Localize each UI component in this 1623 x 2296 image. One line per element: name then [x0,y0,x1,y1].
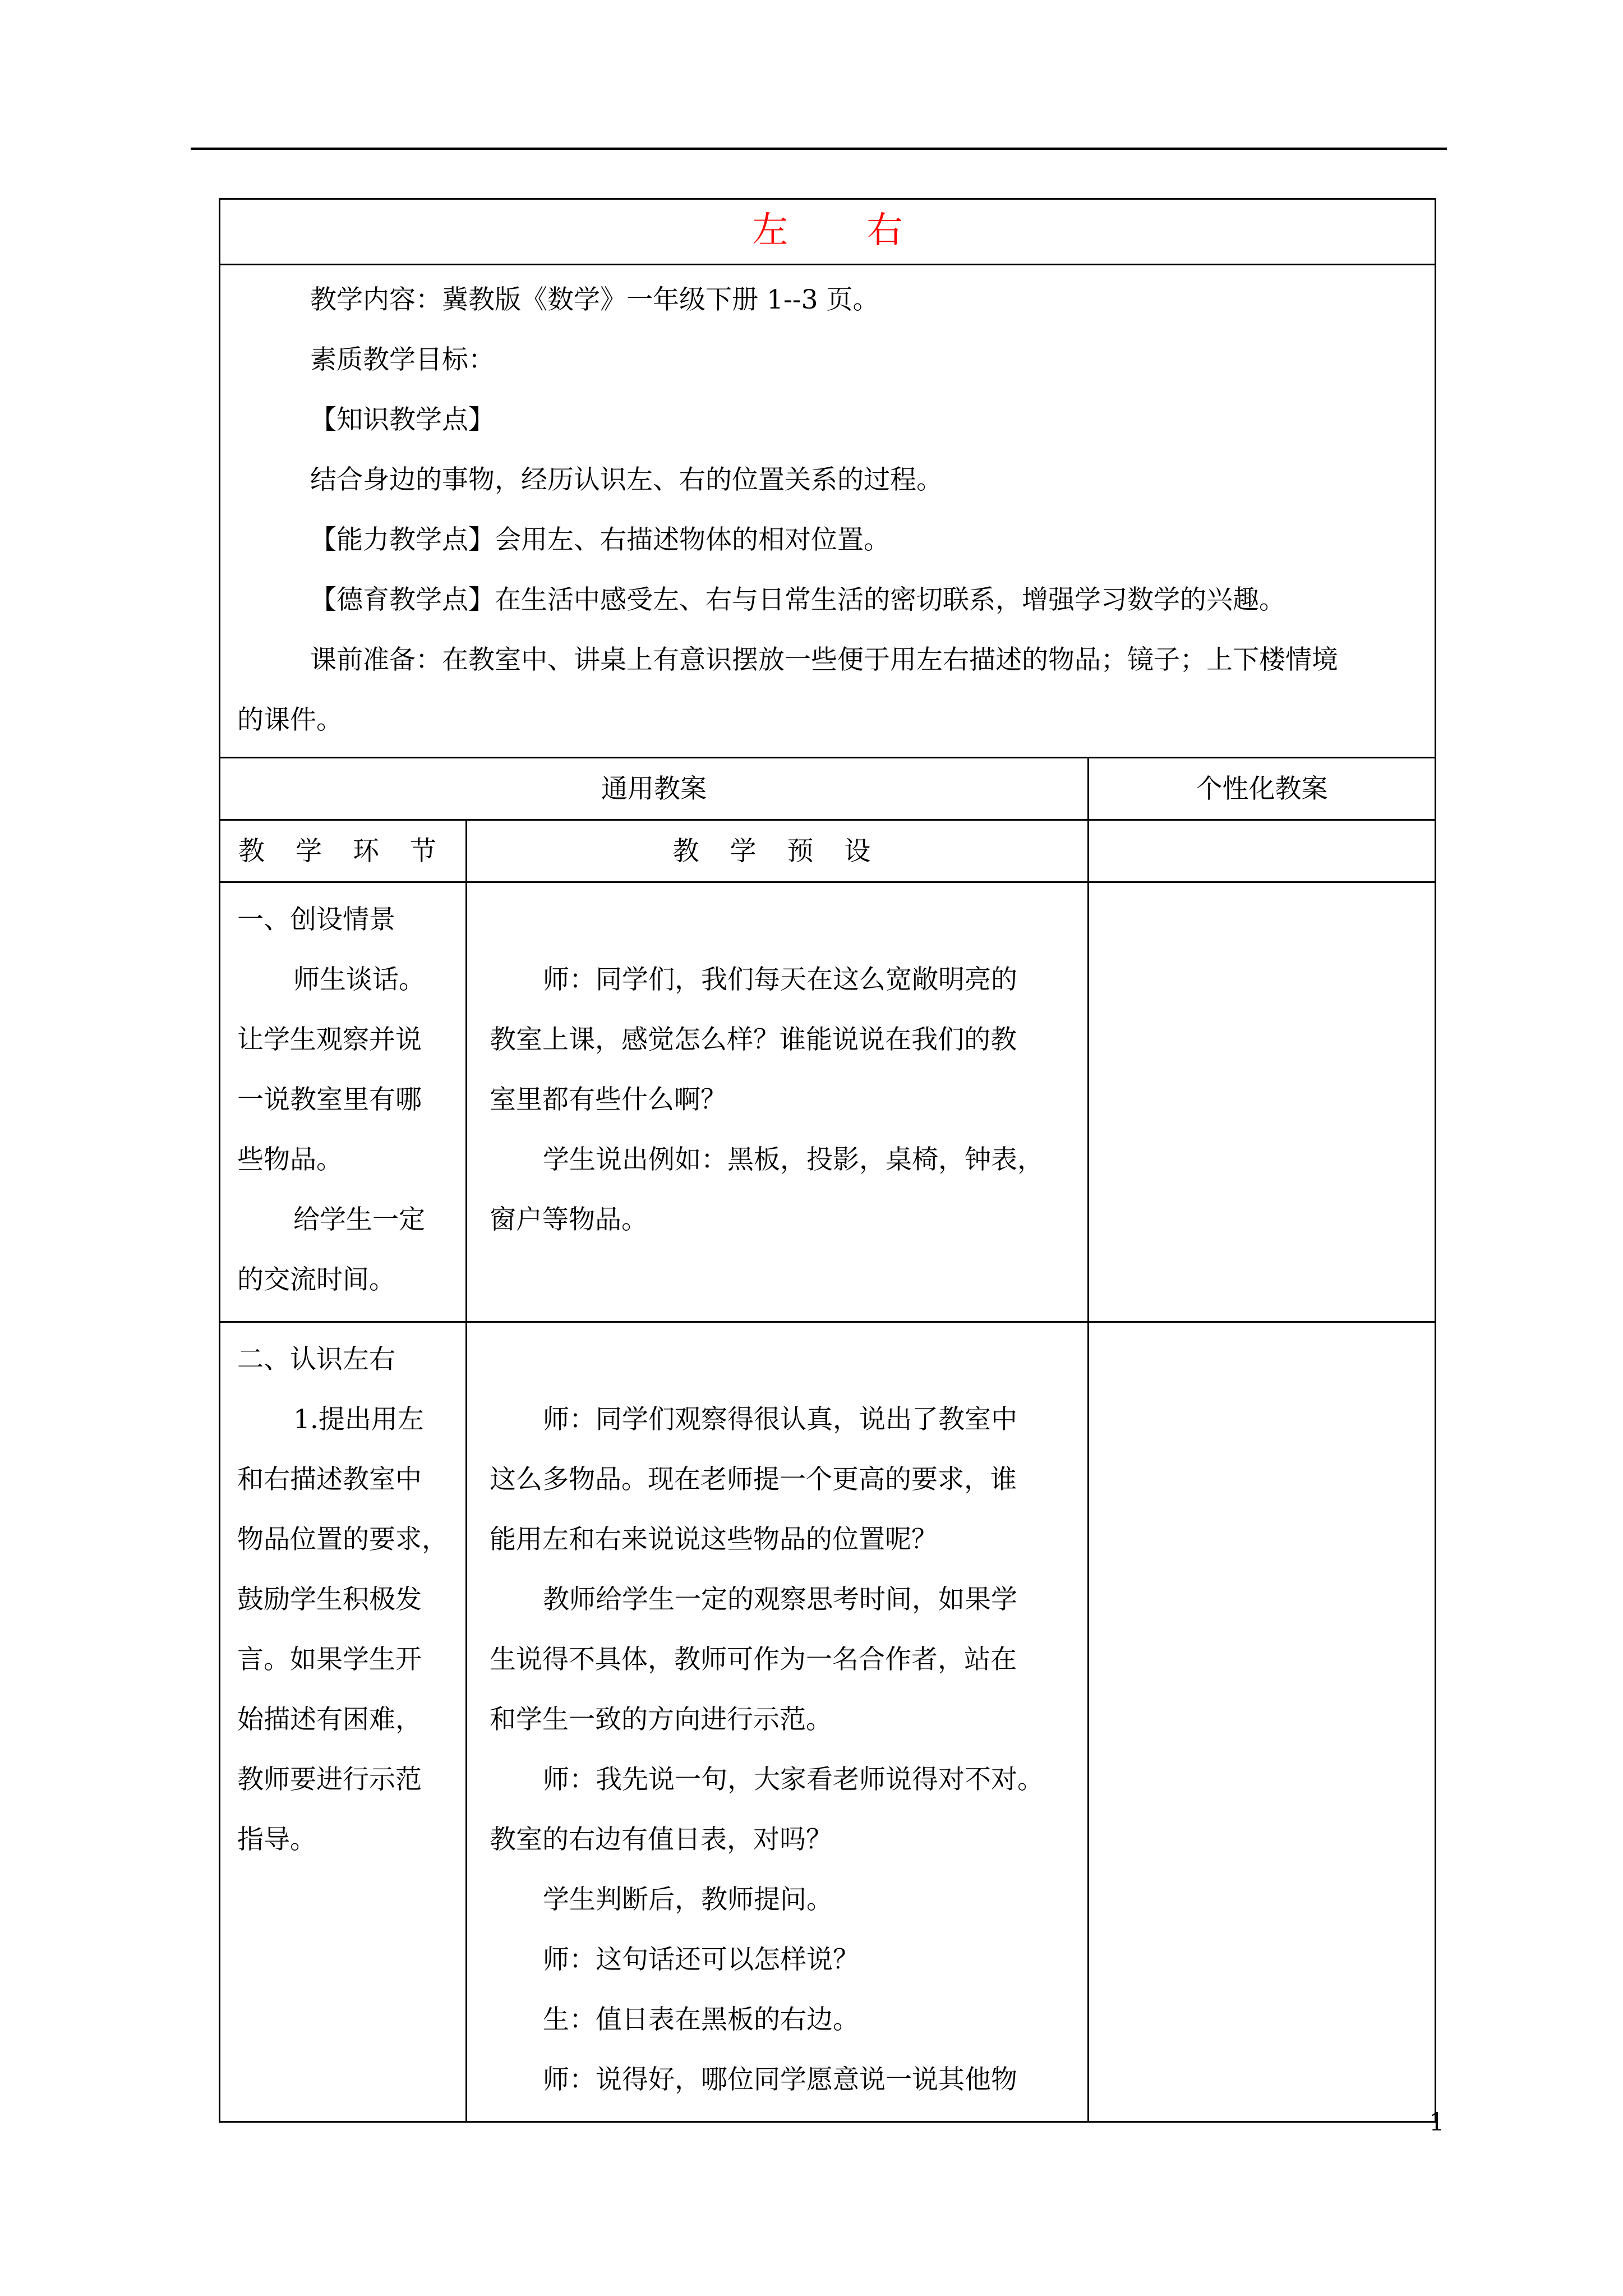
stage-line: 一说教室里有哪 [237,1084,422,1115]
preset-line: 教室上课，感觉怎么样？谁能说说在我们的教 [490,1024,1017,1055]
teaching-content: 教学内容：冀教版《数学》一年级下册 1--3 页。 [310,284,879,315]
preset-line: 师：这句话还可以怎样说？ [543,1944,859,1975]
knowledge-heading: 【知识教学点】 [310,404,495,435]
preset-line: 和学生一致的方向进行示范。 [490,1704,832,1735]
general-plan-header: 通用教案 [220,758,1089,820]
preset-line: 生说得不具体，教师可作为一名合作者，站在 [490,1644,1017,1675]
moral-point: 【德育教学点】在生活中感受左、右与日常生活的密切联系，增强学习数学的兴趣。 [310,585,1285,615]
section-row [220,1322,1436,2122]
stage-line: 师生谈话。 [293,964,425,995]
stage-line: 让学生观察并说 [237,1024,422,1055]
preset-line: 师：同学们，我们每天在这么宽敞明亮的 [543,964,1017,995]
stage-line: 些物品。 [237,1144,343,1175]
title-cell [220,199,1436,265]
preset-cell [467,882,1089,1322]
stage-title: 二、认识左右 [237,1344,395,1375]
stage-column-header: 教 学 环 节 [220,820,467,882]
preset-line: 这么多物品。现在老师提一个更高的要求，谁 [490,1464,1017,1495]
intro-cell [220,265,1436,758]
personal-cell [1089,1322,1436,2122]
preset-column-header: 教 学 预 设 [467,820,1089,882]
header-rule [191,148,1447,150]
preset-line: 教室的右边有值日表，对吗？ [490,1824,832,1855]
stage-line: 物品位置的要求， [237,1524,448,1555]
preset-line: 能用左和右来说说这些物品的位置呢？ [490,1524,938,1555]
ability-point: 【能力教学点】会用左、右描述物体的相对位置。 [310,524,890,555]
preset-line: 师：同学们观察得很认真，说出了教室中 [543,1404,1017,1435]
preset-line: 学生判断后，教师提问。 [543,1884,833,1915]
stage-line: 始描述有困难， [237,1704,422,1735]
stage-line: 指导。 [237,1824,316,1855]
preset-line [490,890,1074,950]
teaching-goal: 素质教学目标： [310,344,495,375]
plan-header-row [220,758,1436,820]
stage-line: 给学生一定 [293,1204,425,1235]
personal-column-header [1089,820,1436,882]
stage-line: 言。如果学生开 [237,1644,422,1675]
stage-line: 鼓励学生积极发 [237,1584,422,1615]
stage-cell [220,1322,467,2122]
stage-title: 一、创设情景 [237,904,395,935]
preset-line: 室里都有些什么啊？ [490,1084,727,1115]
personal-plan-header: 个性化教案 [1089,758,1436,820]
lesson-plan-table [219,198,1436,2123]
preset-line: 生：值日表在黑板的右边。 [543,2004,859,2035]
preset-line: 窗户等物品。 [490,1204,648,1235]
stage-line: 和右描述教室中 [237,1464,422,1495]
stage-cell [220,882,467,1322]
prep-line-1: 课前准备：在教室中、讲桌上有意识摆放一些便于用左右描述的物品；镜子；上下楼情境 [310,645,1338,675]
preset-line [490,1329,1074,1389]
preset-line: 师：说得好，哪位同学愿意说一说其他物 [543,2064,1017,2095]
preset-line: 师：我先说一句，大家看老师说得对不对。 [543,1764,1044,1795]
personal-cell [1089,882,1436,1322]
stage-line: 的交流时间。 [237,1264,395,1295]
lesson-title: 左 右 [752,210,937,251]
title-row [220,199,1436,265]
stage-line: 教师要进行示范 [237,1764,422,1795]
preset-cell [467,1322,1089,2122]
section-row [220,882,1436,1322]
knowledge-text: 结合身边的事物，经历认识左、右的位置关系的过程。 [310,464,943,495]
column-header-row [220,820,1436,882]
preset-line: 教师给学生一定的观察思考时间，如果学 [543,1584,1017,1615]
preset-line: 学生说出例如：黑板，投影，桌椅，钟表， [543,1144,1044,1175]
intro-row [220,265,1436,758]
page-number: 1 [1429,2108,1445,2137]
prep-line-2: 的课件。 [237,705,343,735]
stage-line: 1.提出用左 [293,1404,424,1435]
